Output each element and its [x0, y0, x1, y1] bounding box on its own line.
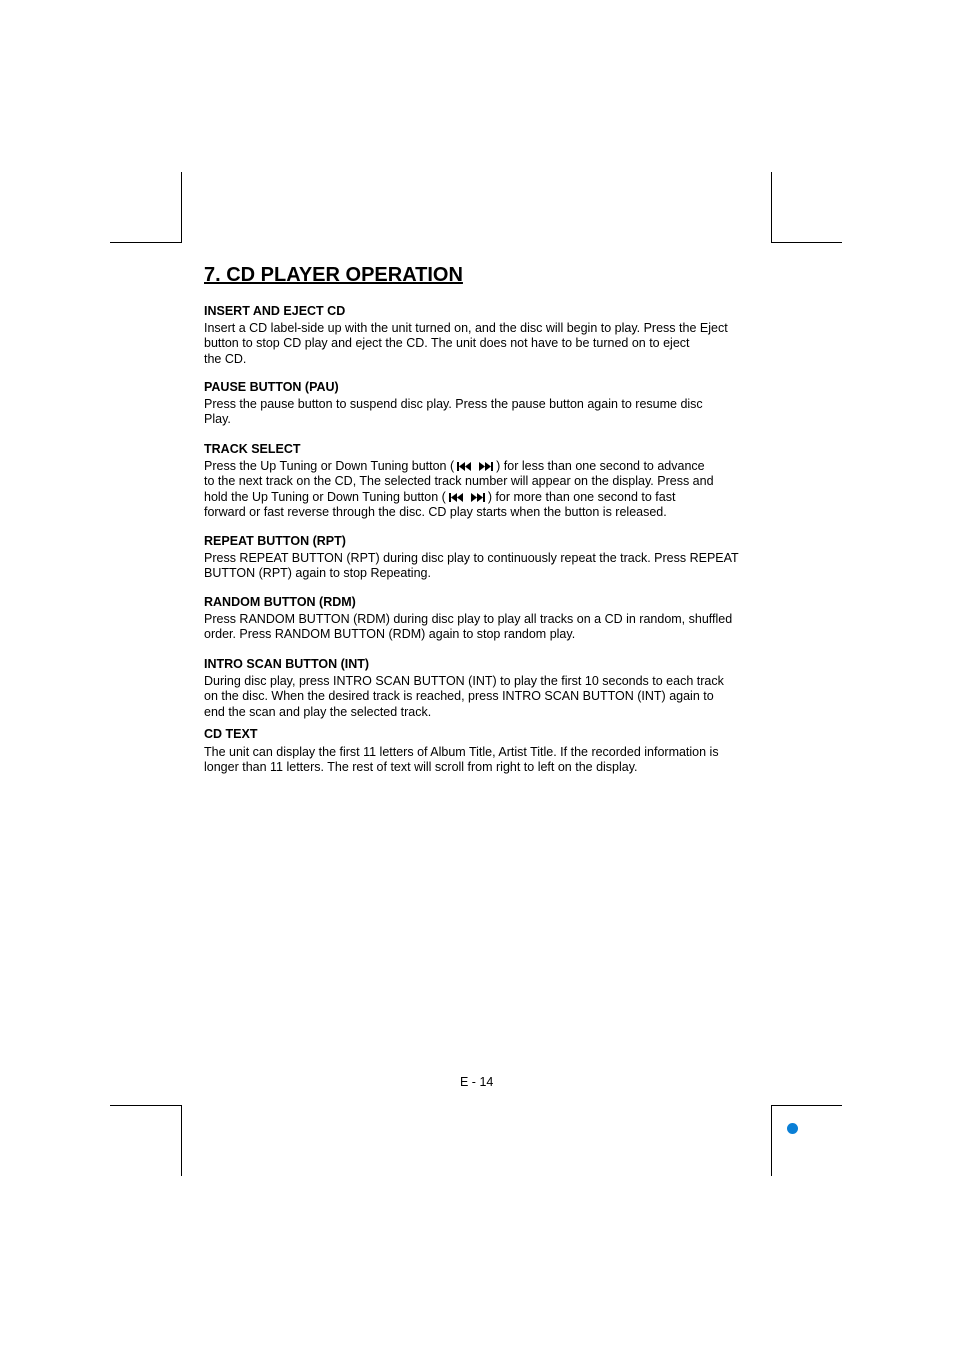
crop-mark-bottom-right-vertical: [771, 1105, 772, 1176]
section-heading: INSERT AND EJECT CD: [204, 304, 346, 318]
registration-dot-icon: [787, 1123, 798, 1134]
section-body: [204, 674, 764, 721]
skip-next-icon: [479, 462, 493, 471]
section-track-select: [204, 442, 764, 521]
skip-buttons-icons: [457, 462, 493, 471]
section-intro-scan: [204, 657, 764, 720]
skip-next-icon: [471, 493, 485, 502]
section-body: [204, 397, 764, 428]
body-text: hold the Up Tuning or Down Tuning button (: [204, 489, 446, 504]
skip-previous-icon: [457, 462, 471, 471]
body-line: Press the pause button to suspend disc play. Press the pause button again to resume disc: [204, 396, 703, 411]
page-title: 7. CD PLAYER OPERATION: [204, 264, 463, 286]
body-line: forward or fast reverse through the disc. CD play starts when the button is released.: [204, 505, 667, 519]
body-line: to the next track on the CD, The selected track number will appear on the display. Press and: [204, 474, 714, 488]
body-line: the CD.: [204, 351, 247, 366]
crop-mark-bottom-left-vertical: [181, 1105, 182, 1176]
section-random: [204, 595, 764, 643]
section-body: [204, 745, 764, 776]
body-line: [204, 490, 764, 506]
body-line: order. Press RANDOM BUTTON (RDM) again to stop random play.: [204, 627, 576, 641]
body-line: longer than 11 letters. The rest of text will scroll from right to left on the display.: [204, 760, 638, 774]
body-line: on the disc. When the desired track is reached, press INTRO SCAN BUTTON (INT) again to: [204, 689, 714, 703]
section-heading: TRACK SELECT: [204, 442, 301, 456]
body-line: Press REPEAT BUTTON (RPT) during disc play to continuously repeat the track. Press REPEAT: [204, 550, 739, 565]
body-line: [204, 459, 764, 475]
skip-previous-icon: [449, 493, 463, 502]
body-line: Insert a CD label-side up with the unit turned on, and the disc will begin to play. Press the Eject: [204, 320, 728, 335]
body-text: ) for more than one second to fast: [487, 489, 676, 504]
section-pause: [204, 380, 764, 428]
section-heading: REPEAT BUTTON (RPT): [204, 534, 346, 548]
body-text: ) for less than one second to advance: [496, 458, 705, 473]
section-heading: PAUSE BUTTON (PAU): [204, 380, 339, 394]
section-body: [204, 459, 764, 521]
section-heading: RANDOM BUTTON (RDM): [204, 595, 356, 609]
body-line: Press RANDOM BUTTON (RDM) during disc play to play all tracks on a CD in random, shuffled: [204, 611, 733, 626]
crop-mark-top-left-vertical: [181, 172, 182, 243]
crop-mark-bottom-right-horizontal: [771, 1105, 842, 1106]
body-line: button to stop CD play and eject the CD. The unit does not have to be turned on to eject: [204, 336, 690, 350]
body-text: Press the Up Tuning or Down Tuning button (: [204, 458, 455, 473]
crop-mark-top-left-horizontal: [110, 242, 181, 243]
body-line: The unit can display the first 11 letters of Album Title, Artist Title. If the recorded information is: [204, 744, 719, 759]
crop-mark-top-right-vertical: [771, 172, 772, 243]
crop-mark-bottom-left-horizontal: [110, 1105, 181, 1106]
body-line: During disc play, press INTRO SCAN BUTTON (INT) to play the first 10 seconds to each track: [204, 673, 724, 688]
body-line: BUTTON (RPT) again to stop Repeating.: [204, 566, 431, 580]
section-heading: INTRO SCAN BUTTON (INT): [204, 657, 370, 671]
section-body: [204, 321, 764, 368]
section-body: [204, 612, 764, 643]
body-line: end the scan and play the selected track.: [204, 704, 432, 719]
section-cd-text: [204, 727, 764, 776]
page-number: E - 14: [460, 1075, 494, 1089]
crop-mark-top-right-horizontal: [771, 242, 842, 243]
body-line: Play.: [204, 412, 231, 426]
section-body: [204, 551, 764, 582]
skip-buttons-icons: [449, 493, 485, 502]
section-heading: CD TEXT: [204, 727, 258, 741]
section-insert-eject: [204, 304, 764, 367]
section-repeat: [204, 534, 764, 582]
